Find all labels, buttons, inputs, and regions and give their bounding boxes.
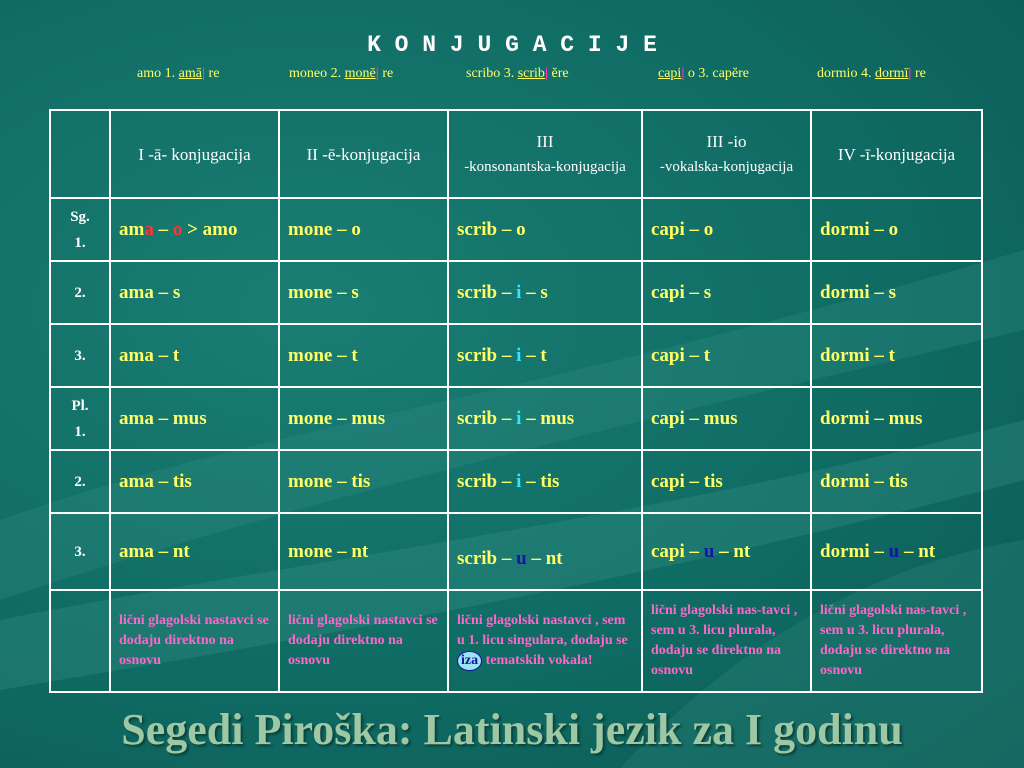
cell-conj-3io: capi – t [642,324,811,387]
note-conj-1: lični glagolski nastavci se dodaju direktno na osnovu [110,590,279,692]
cell-conj-3: scrib – i – tis [448,450,642,513]
table-row [50,261,982,324]
column-header-2: II -ē-konjugacija [279,110,448,198]
row-label: 2. [50,261,110,324]
footer-author-title: Segedi Piroška: Latinski jezik za I godinu [121,705,903,754]
cell-conj-3: scrib – u – nt [448,513,642,590]
note-conj-3: lični glagolski nastavci , sem u 1. licu singulara, dodaju se iza tematskih vokala! [448,590,642,692]
header-row [50,110,982,198]
cell-conj-3io: capi – mus [642,387,811,450]
cell-conj-4: dormi – mus [811,387,982,450]
cell-conj-2: mone – s [279,261,448,324]
subheader-scribo: scribo 3. scrib| ĕre [466,66,569,81]
cell-conj-3: scrib – i – t [448,324,642,387]
cell-conj-2: mone – mus [279,387,448,450]
cell-conj-1: ama – mus [110,387,279,450]
subheader-moneo: moneo 2. monē| re [289,66,394,81]
cell-conj-3: scrib – i – mus [448,387,642,450]
table-row [50,324,982,387]
subheader-dormio: dormio 4. dormī| re [817,66,926,81]
row-label: 3. [50,324,110,387]
cell-conj-4: dormi – o [811,198,982,261]
row-label: 2. [50,450,110,513]
row-label: Pl. 1. [50,387,110,450]
notes-row [50,590,982,692]
row-label: Sg. 1. [50,198,110,261]
column-header-3: III -konsonantska-konjugacija [448,110,642,198]
table-row [50,387,982,450]
column-header-5: IV -ī-konjugacija [811,110,982,198]
page-title: K O N J U G A C I J E [367,32,657,58]
cell-conj-1: ama – s [110,261,279,324]
column-header-4: III -io -vokalska-konjugacija [642,110,811,198]
cell-conj-4: dormi – tis [811,450,982,513]
iza-highlight: iza [457,651,482,671]
cell-conj-1: ama – t [110,324,279,387]
cell-conj-1: ama – o > amo [110,198,279,261]
corner-cell [50,110,110,198]
cell-conj-1: ama – nt [110,513,279,590]
table-row [50,513,982,590]
subheader-amo: amo 1. amā| re [137,66,220,81]
cell-conj-2: mone – tis [279,450,448,513]
cell-conj-3: scrib – o [448,198,642,261]
cell-conj-4: dormi – u – nt [811,513,982,590]
cell-conj-3io: capi – tis [642,450,811,513]
column-header-1: I -ā- konjugacija [110,110,279,198]
note-conj-4: lični glagolski nas-tavci , sem u 3. licu plurala, dodaju se direktno na osnovu [811,590,982,692]
note-conj-3io: lični glagolski nas-tavci , sem u 3. licu plurala, dodaju se direktno na osnovu [642,590,811,692]
cell-conj-2: mone – nt [279,513,448,590]
table-row [50,450,982,513]
cell-conj-3: scrib – i – s [448,261,642,324]
cell-conj-4: dormi – s [811,261,982,324]
cell-conj-3io: capi – s [642,261,811,324]
cell-conj-1: ama – tis [110,450,279,513]
cell-conj-2: mone – t [279,324,448,387]
subheader-capio: capi| o 3. capĕre [658,66,749,81]
cell-conj-3io: capi – o [642,198,811,261]
cell-conj-3io: capi – u – nt [642,513,811,590]
note-conj-2: lični glagolski nastavci se dodaju direktno na osnovu [279,590,448,692]
conjugation-table [49,109,983,693]
cell-conj-4: dormi – t [811,324,982,387]
row-label: 3. [50,513,110,590]
notes-label-cell [50,590,110,692]
cell-conj-2: mone – o [279,198,448,261]
table-row [50,198,982,261]
